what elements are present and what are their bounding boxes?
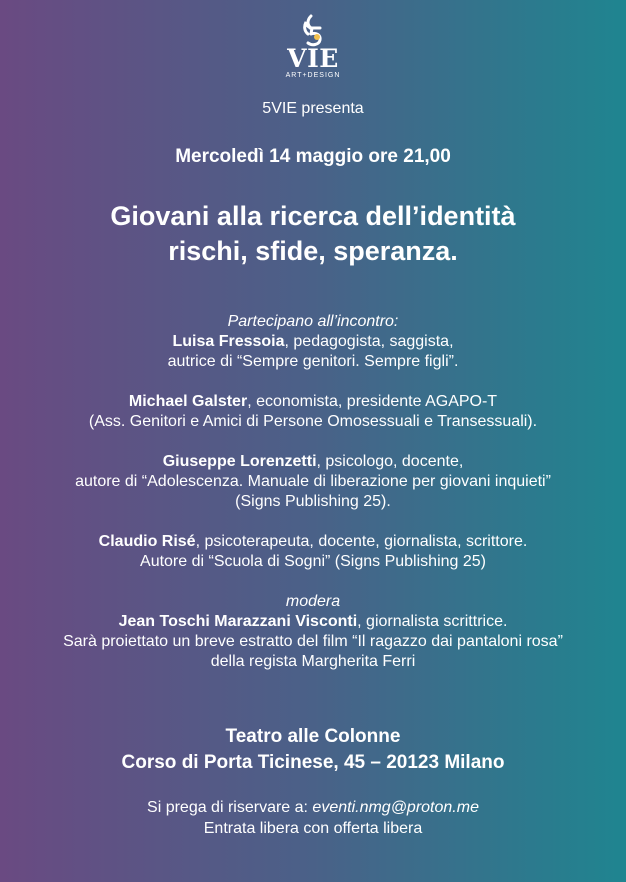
entry-note: Entrata libera con offerta libera	[203, 820, 423, 837]
speaker-line	[0, 452, 626, 472]
reservation-text: Si prega di riservare a:	[147, 799, 313, 816]
logo-tagline: ART+DESIGN	[285, 72, 341, 79]
intro-label: Partecipano all’incontro:	[227, 313, 399, 330]
moderator-label: modera	[285, 593, 341, 610]
venue	[0, 724, 626, 776]
speaker-name: Claudio Risé	[98, 533, 196, 550]
logo-wordmark: VIE	[287, 44, 339, 73]
film-director: della regista Margherita Ferri	[210, 653, 416, 670]
speaker-name: Giuseppe Lorenzetti	[162, 453, 317, 470]
reservation-email[interactable]: eventi.nmg@proton.me	[312, 799, 479, 816]
speakers-section	[0, 292, 626, 692]
moderator-name: Jean Toschi Marazzani Visconti	[118, 613, 358, 630]
presenter-line: 5VIE presenta	[262, 100, 364, 117]
venue-address: Corso di Porta Ticinese, 45 – 20123 Milano	[121, 752, 505, 773]
title-line-1: Giovani alla ricerca dell’identità	[110, 201, 516, 231]
film-note: Sarà proiettato un breve estratto del film “Il ragazzo dai pantaloni rosa”	[63, 633, 563, 650]
moderator-role: , giornalista scrittrice.	[357, 613, 508, 630]
reservation-line	[0, 797, 626, 818]
speaker-detail: autore di “Adolescenza. Manuale di liberazione per giovani inquieti”	[75, 473, 551, 490]
speaker-detail: Autore di “Scuola di Sogni” (Signs Publishing 25)	[140, 553, 486, 570]
event-date: Mercoledì 14 maggio ore 21,00	[175, 146, 451, 167]
reservation-info	[0, 797, 626, 839]
title-line-2: rischi, sfide, speranza.	[168, 236, 458, 266]
event-title	[0, 199, 626, 269]
moderator-line	[0, 612, 626, 632]
speaker-line	[0, 532, 626, 552]
speaker-role: , pedagogista, saggista,	[284, 333, 454, 350]
flame-five-icon	[298, 14, 328, 48]
speaker-role: , psicologo, docente,	[316, 453, 464, 470]
speaker-detail: (Ass. Genitori e Amici di Persone Omosessuali e Transessuali).	[88, 413, 538, 430]
speaker-line	[0, 332, 626, 352]
venue-name: Teatro alle Colonne	[225, 726, 401, 747]
speaker-role: , economista, presidente AGAPO-T	[247, 393, 498, 410]
speaker-line	[0, 392, 626, 412]
speaker-name: Michael Galster	[128, 393, 248, 410]
speaker-detail: autrice di “Sempre genitori. Sempre figli”.	[167, 353, 459, 370]
logo	[0, 14, 626, 84]
speaker-role: , psicoterapeuta, docente, giornalista, scrittore.	[195, 533, 528, 550]
speaker-name: Luisa Fressoia	[172, 333, 285, 350]
speaker-detail: (Signs Publishing 25).	[235, 493, 391, 510]
